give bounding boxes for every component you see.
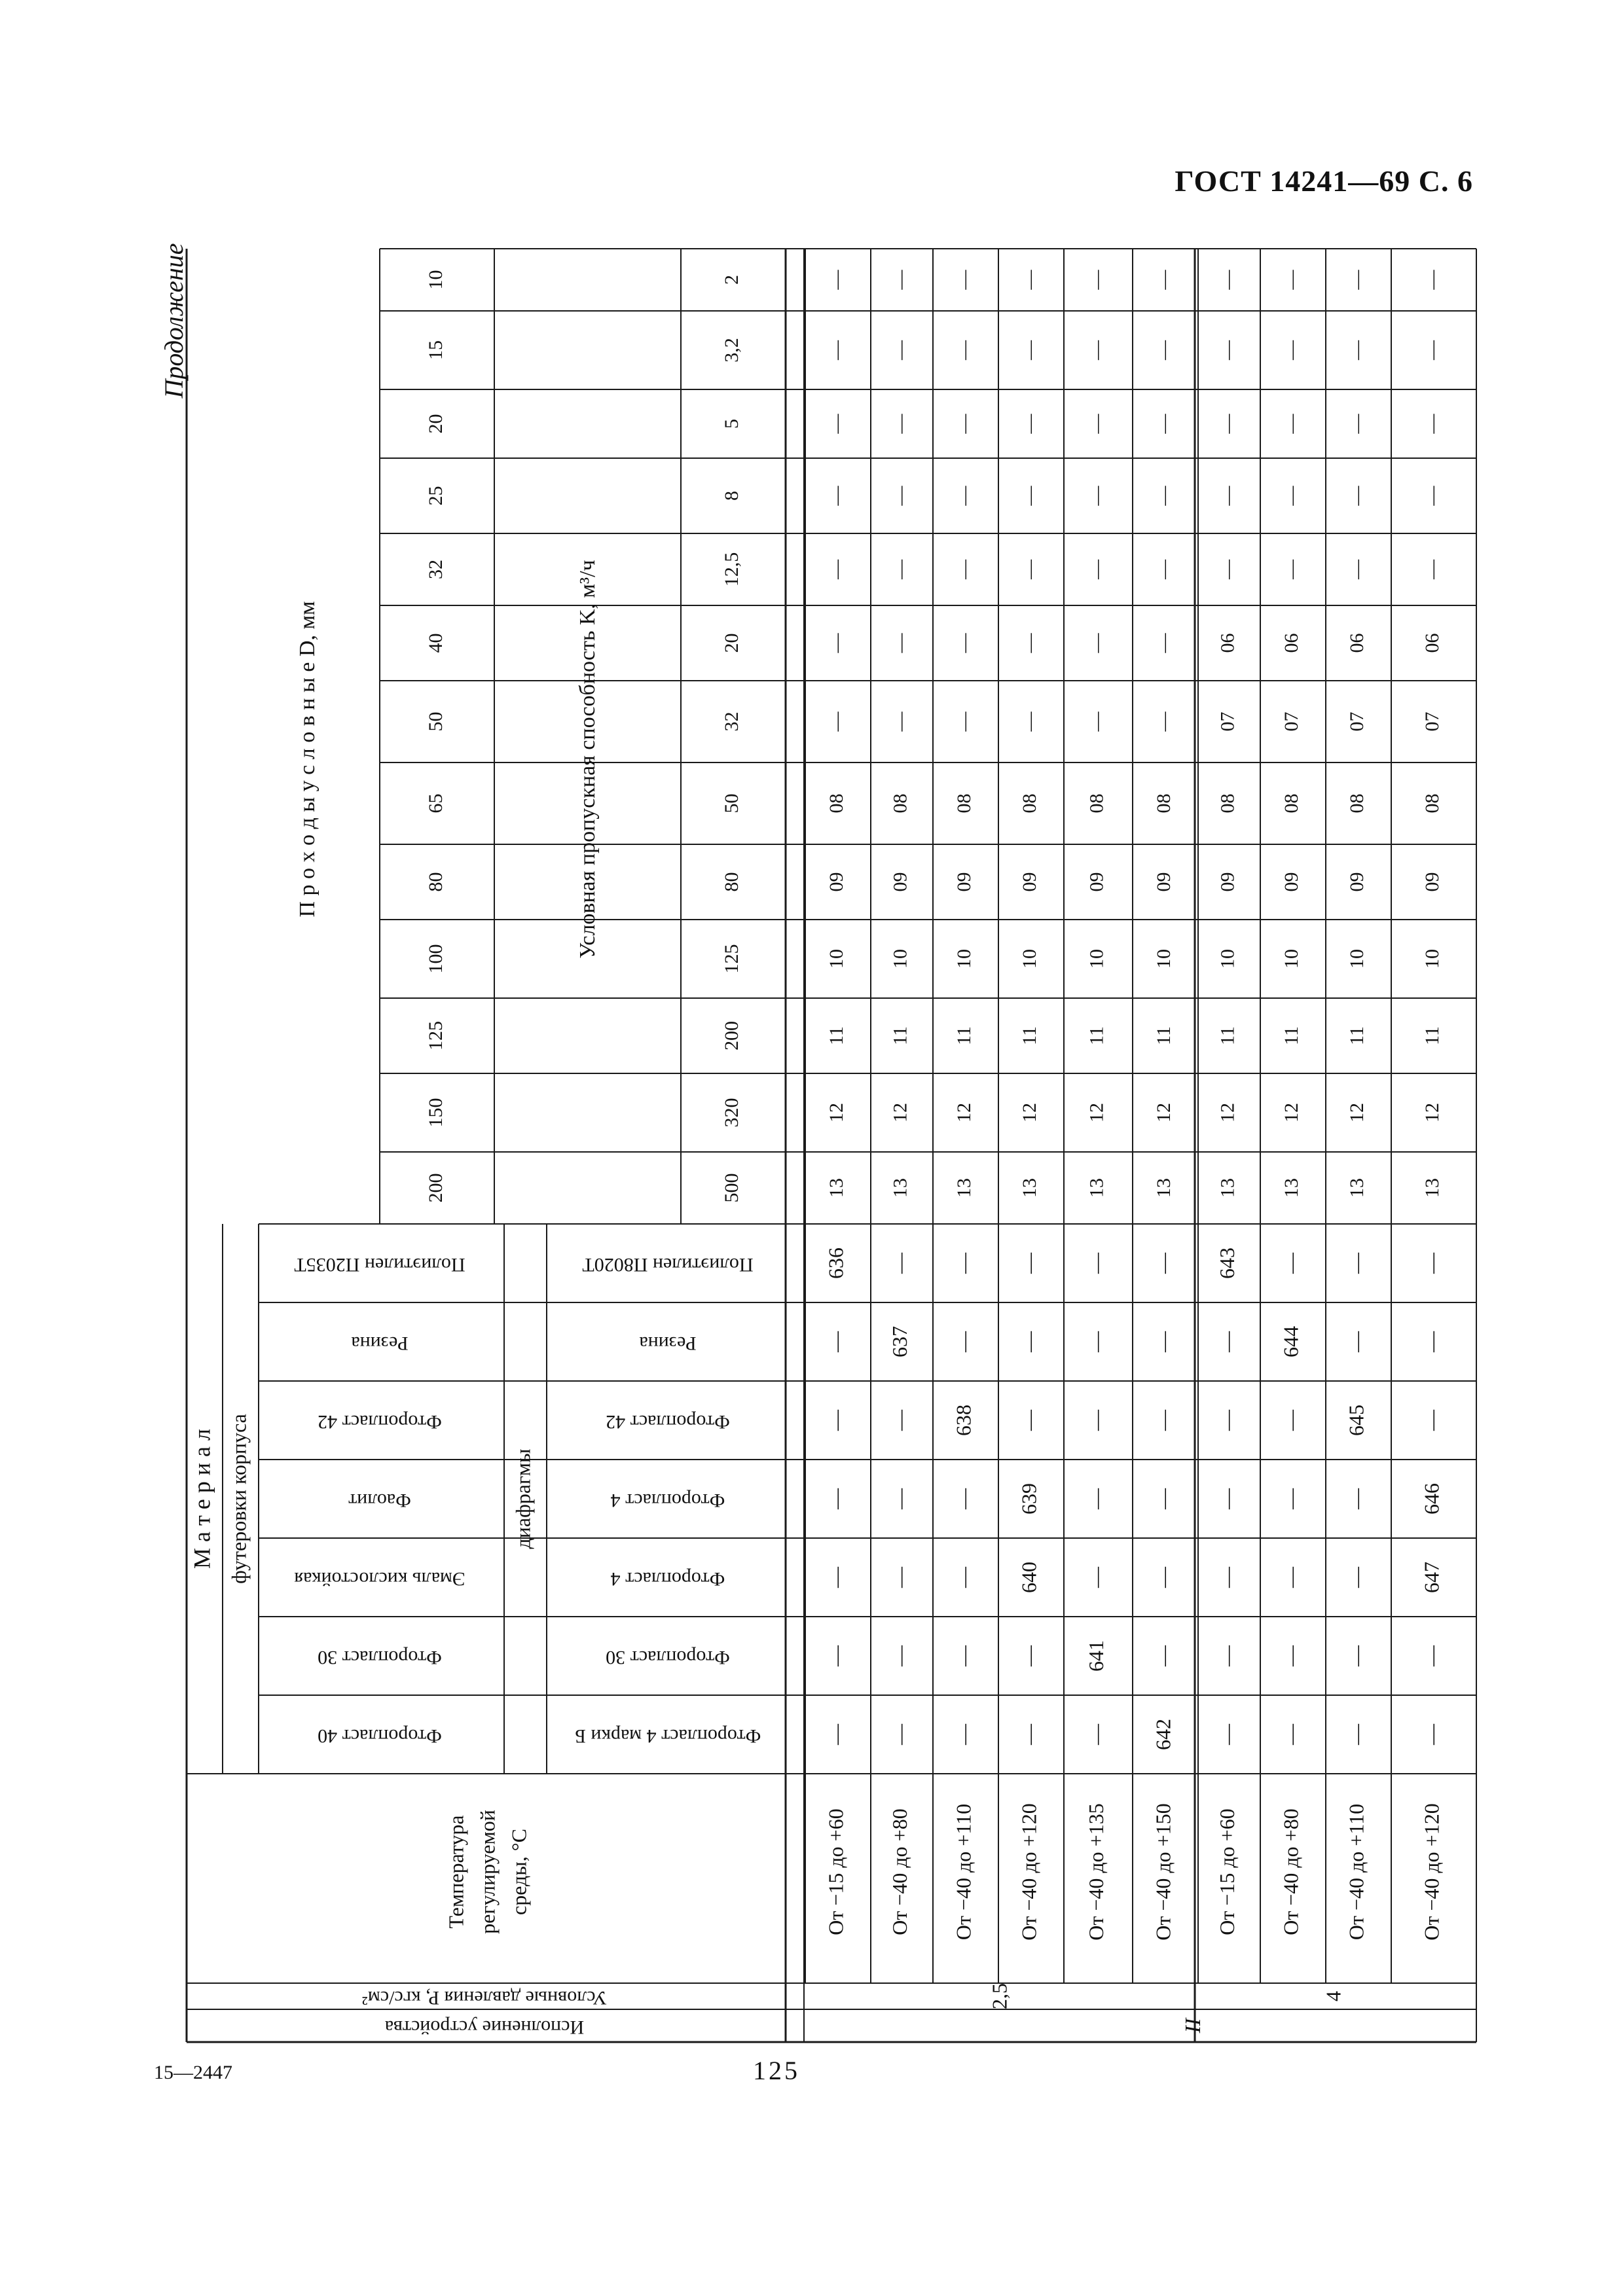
row-material-code: 647 [1419,1562,1444,1593]
row-material-code: — [951,1724,976,1745]
capacity-value: 5 [720,419,742,429]
row-material-code: — [1214,1331,1239,1352]
row-material-code: — [1214,1567,1239,1588]
diaphragm-material-label: Фторопласт 42 [606,1411,730,1433]
row-material-code: — [1084,1331,1108,1352]
row-capacity-code: 10 [825,949,847,969]
row-capacity-code: — [1421,560,1443,579]
nominal-bore-header: П р о х о д ы у с л о в н ы е D, мм [295,601,319,918]
row-material-code: 646 [1419,1483,1444,1515]
row-capacity-code: — [1152,711,1175,732]
row-capacity-code: 13 [953,1178,975,1198]
row-capacity-code: 10 [889,949,911,969]
row-capacity-code: 12 [889,1103,911,1122]
row-capacity-code: — [1216,270,1239,290]
row-capacity-code: 13 [1085,1178,1108,1198]
row-material-code: — [824,1567,848,1588]
temperature-header: регулируемой [475,1810,500,1934]
row-capacity-code: 11 [1152,1026,1175,1045]
row-material-code: — [951,1331,976,1352]
row-capacity-code: 09 [953,872,975,892]
row-capacity-code: 13 [1216,1178,1239,1198]
page-number: 125 [753,2056,800,2085]
row-material-code: — [1279,1645,1303,1666]
diaphragm-material-label: Полиэтилен П8020Т [582,1254,754,1276]
row-capacity-code: 13 [1345,1178,1368,1198]
row-capacity-code: 12 [825,1103,847,1122]
row-material-code: — [1084,1410,1108,1431]
row-material-code: — [1279,1724,1303,1745]
row-material-code: — [1279,1488,1303,1509]
row-capacity-code: 11 [1421,1026,1443,1045]
row-material-code: 636 [824,1247,848,1279]
row-material-code: — [1084,1488,1108,1509]
row-capacity-code: — [825,340,847,360]
row-capacity-code: — [1085,270,1108,290]
row-capacity-code: — [1018,486,1040,506]
row-capacity-code: — [1085,414,1108,434]
capacity-value: 32 [720,711,742,732]
table-cells [159,243,1443,2038]
row-material-code: 637 [887,1326,911,1357]
row-capacity-code: 08 [1018,793,1040,814]
capacity-value: 200 [720,1021,742,1050]
row-temperature: От −40 до +120 [1419,1803,1444,1941]
row-material-code: — [1419,1331,1444,1352]
row-temperature: От −15 до +60 [1214,1808,1239,1935]
row-capacity-code: 09 [889,872,911,892]
row-capacity-code: — [1280,340,1302,360]
row-capacity-code: — [889,486,911,506]
nominal-bore-value: 65 [424,793,447,814]
diaphragm-header: диафрагмы [511,1448,535,1549]
row-capacity-code: — [1280,560,1302,579]
row-material-code: — [1419,1724,1444,1745]
row-material-code: — [824,1645,848,1666]
row-capacity-code: 10 [1085,949,1108,969]
row-capacity-code: — [1152,486,1175,506]
row-material-code: — [951,1488,976,1509]
diaphragm-material-label: Фторопласт 30 [606,1647,730,1669]
capacity-value: 3,2 [720,338,742,363]
nominal-bore-value: 80 [424,872,447,892]
row-material-code: 643 [1214,1247,1239,1279]
row-material-code: 642 [1151,1719,1175,1750]
row-capacity-code: — [1345,270,1368,290]
row-temperature: От −40 до +135 [1084,1803,1108,1941]
row-capacity-code: 10 [1421,949,1443,969]
row-capacity-code: — [1216,486,1239,506]
row-capacity-code: — [825,633,847,653]
row-capacity-code: — [825,486,847,506]
row-material-code: — [1151,1488,1175,1509]
row-temperature: От −40 до +110 [951,1803,976,1941]
row-capacity-code: — [1018,270,1040,290]
row-capacity-code: 08 [953,793,975,814]
row-material-code: — [1017,1410,1041,1431]
row-capacity-code: 09 [1216,872,1239,892]
row-capacity-code: 07 [1280,711,1302,732]
row-capacity-code: — [1085,711,1108,732]
row-capacity-code: 12 [1280,1103,1302,1122]
row-capacity-code: — [953,414,975,434]
row-capacity-code: 10 [1216,949,1239,969]
nominal-bore-value: 200 [424,1173,447,1203]
row-capacity-code: — [953,270,975,290]
row-capacity-code: 10 [1152,949,1175,969]
row-capacity-code: 10 [1345,949,1368,969]
row-material-code: 644 [1279,1326,1303,1357]
row-material-code: — [1279,1253,1303,1274]
row-material-code: — [1214,1410,1239,1431]
row-capacity-code: — [889,633,911,653]
row-capacity-code: 08 [1421,793,1443,814]
nominal-bore-value: 125 [424,1021,447,1050]
lining-material-label: Фторопласт 40 [318,1725,442,1748]
row-capacity-code: — [1085,486,1108,506]
row-capacity-code: — [825,711,847,732]
row-material-code: — [887,1488,911,1509]
row-capacity-code: — [1085,633,1108,653]
row-capacity-code: 08 [1152,793,1175,814]
row-capacity-code: 06 [1216,633,1239,653]
row-material-code: — [1017,1645,1041,1666]
row-material-code: — [951,1253,976,1274]
row-material-code: — [1344,1567,1368,1588]
row-material-code: — [1279,1410,1303,1431]
row-capacity-code: 11 [1345,1026,1368,1045]
nominal-bore-value: 25 [424,486,447,506]
row-capacity-code: 12 [1421,1103,1443,1122]
row-capacity-code: 12 [1152,1103,1175,1122]
row-temperature: От −40 до +110 [1344,1803,1368,1941]
row-capacity-code: 10 [953,949,975,969]
row-temperature: От −40 до +150 [1151,1803,1175,1941]
row-capacity-code: 13 [1018,1178,1040,1198]
row-capacity-code: 12 [1345,1103,1368,1122]
row-capacity-code: — [825,270,847,290]
continuation-label: Продолжение [159,243,189,399]
row-material-code: — [1151,1645,1175,1666]
row-material-code: — [824,1488,848,1509]
temperature-header: среды, °С [507,1829,531,1915]
row-capacity-code: 13 [889,1178,911,1198]
row-material-code: — [1419,1253,1444,1274]
row-capacity-code: 09 [1152,872,1175,892]
row-capacity-code: — [1018,340,1040,360]
pressure-group-value: 2,5 [987,1983,1012,2009]
row-temperature: От −40 до +80 [1279,1808,1303,1935]
row-capacity-code: 10 [1280,949,1302,969]
row-capacity-code: 12 [1018,1103,1040,1122]
row-capacity-code: — [1216,340,1239,360]
row-capacity-code: 11 [953,1026,975,1045]
row-material-code: — [1344,1645,1368,1666]
row-capacity-code: — [825,414,847,434]
row-capacity-code: — [1152,560,1175,579]
row-capacity-code: — [1018,414,1040,434]
row-capacity-code: 12 [953,1103,975,1122]
row-capacity-code: — [1085,340,1108,360]
capacity-value: 20 [720,633,742,653]
row-material-code: 640 [1017,1562,1041,1593]
row-capacity-code: 11 [1085,1026,1108,1045]
capacity-value: 12,5 [720,552,742,587]
row-material-code: — [887,1567,911,1588]
row-capacity-code: — [889,414,911,434]
row-material-code: — [1084,1724,1108,1745]
row-capacity-code: 06 [1345,633,1368,653]
lining-material-label: Резина [351,1333,409,1355]
row-capacity-code: 07 [1345,711,1368,732]
row-capacity-code: 10 [1018,949,1040,969]
row-capacity-code: 09 [1018,872,1040,892]
row-material-code: — [1151,1410,1175,1431]
page-header: ГОСТ 14241—69 С. 6 [1175,164,1473,198]
capacity-value: 125 [720,944,742,974]
lining-header: футеровки корпуса [227,1414,251,1584]
row-capacity-code: — [889,270,911,290]
row-capacity-code: — [889,711,911,732]
row-capacity-code: 11 [825,1026,847,1045]
row-material-code: — [1344,1253,1368,1274]
row-capacity-code: — [1152,270,1175,290]
row-capacity-code: 08 [1345,793,1368,814]
row-capacity-code: — [1216,414,1239,434]
row-capacity-code: — [825,560,847,579]
row-material-code: — [1151,1567,1175,1588]
nominal-bore-value: 20 [424,414,447,434]
row-material-code: 641 [1084,1640,1108,1672]
row-capacity-code: — [1280,270,1302,290]
row-material-code: — [824,1410,848,1431]
row-capacity-code: — [1345,340,1368,360]
row-temperature: От −15 до +60 [824,1808,848,1935]
material-header: М а т е р и а л [189,1429,215,1569]
row-capacity-code: — [1018,560,1040,579]
row-material-code: — [1344,1331,1368,1352]
row-capacity-code: 08 [825,793,847,814]
row-material-code: — [1214,1645,1239,1666]
capacity-value: 2 [720,275,742,285]
row-capacity-code: 11 [1018,1026,1040,1045]
row-capacity-code: 09 [825,872,847,892]
row-material-code: — [1214,1488,1239,1509]
row-material-code: — [1017,1331,1041,1352]
row-material-code: — [1017,1253,1041,1274]
row-material-code: — [1084,1567,1108,1588]
row-capacity-code: — [1280,486,1302,506]
row-capacity-code: — [1421,340,1443,360]
row-material-code: — [1017,1724,1041,1745]
lining-material-label: Фторопласт 30 [318,1647,442,1669]
row-capacity-code: 08 [1085,793,1108,814]
row-capacity-code: — [953,560,975,579]
row-material-code: — [1151,1331,1175,1352]
capacity-header: Условная пропускная способность K, м³/ч [575,560,600,959]
row-capacity-code: — [953,711,975,732]
nominal-bore-value: 150 [424,1098,447,1128]
row-capacity-code: — [1345,560,1368,579]
row-capacity-code: — [889,340,911,360]
row-capacity-code: — [1085,560,1108,579]
nominal-bore-value: 15 [424,340,447,360]
row-material-code: — [951,1645,976,1666]
lining-material-label: Полиэтилен П2035Т [294,1254,465,1276]
row-capacity-code: 13 [1280,1178,1302,1198]
row-capacity-code: — [889,560,911,579]
row-capacity-code: — [1152,340,1175,360]
row-capacity-code: 06 [1421,633,1443,653]
row-capacity-code: 08 [1280,793,1302,814]
row-material-code: 645 [1344,1405,1368,1436]
row-capacity-code: — [1280,414,1302,434]
row-capacity-code: 12 [1216,1103,1239,1122]
row-capacity-code: 07 [1216,711,1239,732]
footer-code: 15—2447 [154,2062,232,2083]
capacity-value: 50 [720,793,742,814]
row-material-code: — [824,1724,848,1745]
row-material-code: — [1214,1724,1239,1745]
row-capacity-code: — [953,633,975,653]
row-material-code: — [1419,1410,1444,1431]
nominal-bore-value: 50 [424,711,447,732]
row-capacity-code: 11 [889,1026,911,1045]
capacity-value: 500 [720,1173,742,1203]
row-capacity-code: 06 [1280,633,1302,653]
row-capacity-code: 09 [1280,872,1302,892]
row-capacity-code: — [1421,270,1443,290]
row-capacity-code: — [953,340,975,360]
row-material-code: — [1279,1567,1303,1588]
row-capacity-code: 07 [1421,711,1443,732]
execution-value: II [1180,2018,1205,2034]
capacity-value: 320 [720,1098,742,1128]
row-material-code: — [1084,1253,1108,1274]
row-material-code: — [824,1331,848,1352]
lining-material-label: Фторопласт 42 [318,1411,442,1433]
row-capacity-code: — [1345,486,1368,506]
row-capacity-code: — [953,486,975,506]
row-capacity-code: 09 [1085,872,1108,892]
row-capacity-code: 08 [1216,793,1239,814]
diaphragm-material-label: Резина [639,1333,697,1355]
lining-material-label: Фаолит [348,1490,411,1512]
row-capacity-code: — [1216,560,1239,579]
row-material-code: 638 [951,1405,976,1436]
execution-header: Исполнение устройства [384,2017,585,2039]
table-grid [187,249,1476,2042]
row-material-code: — [887,1410,911,1431]
diaphragm-material-label: Фторопласт 4 марки Б [574,1725,761,1748]
row-material-code: — [1151,1253,1175,1274]
pressure-header: Условные давления P, кгс/см² [361,1987,608,2009]
nominal-bore-value: 10 [424,270,447,290]
row-capacity-code: 13 [1421,1178,1443,1198]
row-material-code: — [1419,1645,1444,1666]
nominal-bore-value: 40 [424,633,447,653]
pressure-group-value: 4 [1321,1991,1345,2001]
capacity-value: 80 [720,872,742,892]
row-capacity-code: 12 [1085,1103,1108,1122]
row-capacity-code: 09 [1345,872,1368,892]
diaphragm-material-label: Фторопласт 4 [610,1568,725,1590]
row-capacity-code: — [1152,414,1175,434]
row-temperature: От −40 до +120 [1017,1803,1041,1941]
row-capacity-code: — [1152,633,1175,653]
row-capacity-code: — [1018,633,1040,653]
temperature-header: Температура [444,1815,468,1929]
row-capacity-code: 11 [1280,1026,1302,1045]
row-material-code: — [887,1724,911,1745]
row-capacity-code: — [1421,486,1443,506]
row-material-code: — [1344,1724,1368,1745]
row-capacity-code: 13 [1152,1178,1175,1198]
lining-material-label: Эмаль кислостойкая [294,1568,465,1590]
row-material-code: — [887,1645,911,1666]
row-capacity-code: — [1345,414,1368,434]
nominal-bore-value: 32 [424,560,447,579]
row-capacity-code: 08 [889,793,911,814]
row-temperature: От −40 до +80 [887,1808,911,1935]
row-capacity-code: 13 [825,1178,847,1198]
row-material-code: — [887,1253,911,1274]
row-material-code: — [1344,1488,1368,1509]
diaphragm-material-label: Фторопласт 4 [610,1490,725,1512]
row-material-code: — [951,1567,976,1588]
row-material-code: 639 [1017,1483,1041,1515]
row-capacity-code: — [1018,711,1040,732]
row-capacity-code: 11 [1216,1026,1239,1045]
capacity-value: 8 [720,491,742,501]
row-capacity-code: — [1421,414,1443,434]
row-capacity-code: 09 [1421,872,1443,892]
nominal-bore-value: 100 [424,944,447,974]
